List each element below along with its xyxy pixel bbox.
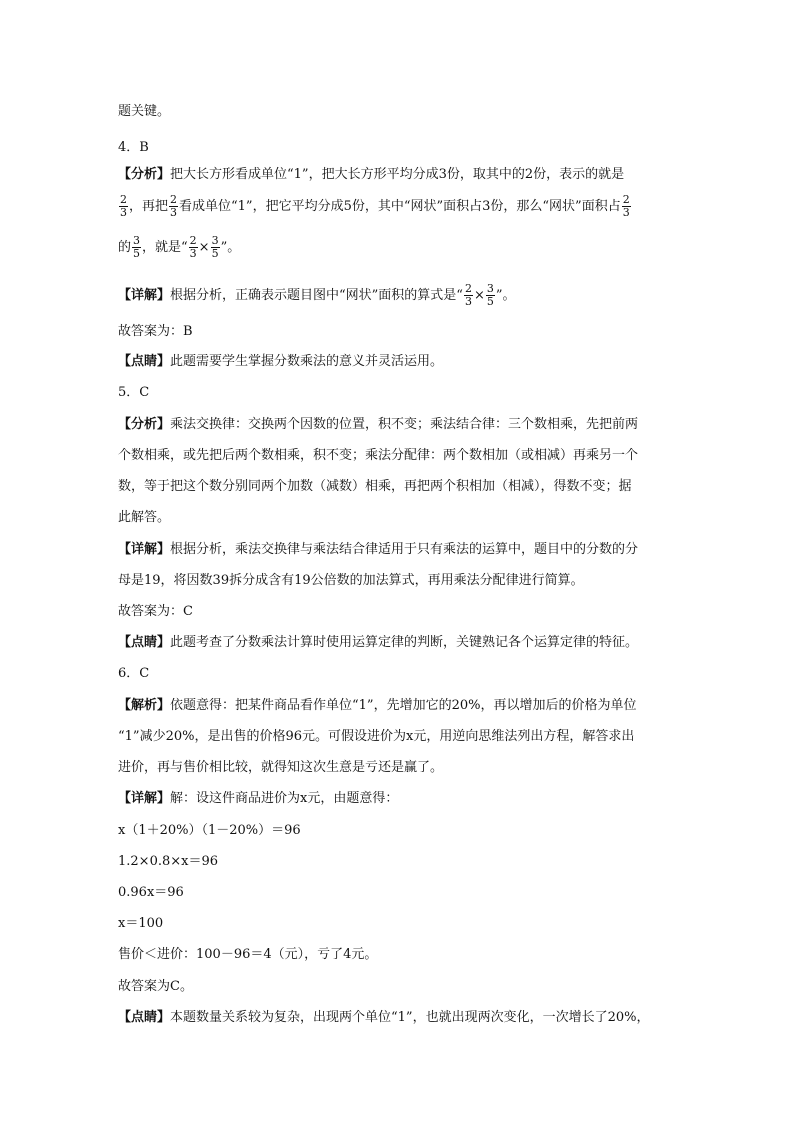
- q4-detail-line: [118, 283, 684, 308]
- fraction-three-fifths: $\frac{3}{5}$: [486, 282, 494, 308]
- q6-explain-line1: [118, 698, 684, 714]
- q6-answer: 6．C: [118, 666, 150, 681]
- q4-answer-line: 故答案为：B: [118, 324, 193, 339]
- q6-explain-text1: 依题意得：把某件商品看作单位“1”，先增加它的20%，再以增加后的价格为单位: [170, 698, 637, 713]
- q6-explain-line2: “1”减少20%，是出售的价格96元。可假设进价为x元，用逆向思维法列出方程，解答求出: [118, 729, 635, 744]
- q4-answer: 4．B: [118, 140, 149, 155]
- q6-detail-text: 解：设这件商品进价为x元，由题意得：: [170, 791, 399, 806]
- explain-tag: 【解析】: [118, 698, 171, 713]
- fraction-two-thirds: $\frac{2}{3}$: [622, 193, 630, 219]
- analysis-tag: 【分析】: [118, 167, 171, 182]
- q5-detail-line1: [118, 542, 684, 558]
- detail-tag: 【详解】: [118, 288, 171, 303]
- q4-comment-line: [118, 354, 684, 370]
- comment-tag: 【点睛】: [118, 635, 171, 650]
- fraction-two-thirds: $\frac{2}{3}$: [464, 282, 472, 308]
- fraction-three-fifths: $\frac{3}{5}$: [211, 234, 219, 260]
- q5-analysis-line2: 个数相乘，或先把后两个数相乘，积不变；乘法分配律：两个数相加（或相减）再乘另一个: [118, 448, 639, 463]
- q4-detail-text: 根据分析，正确表示题目图中“网状”面积的算式是“: [170, 288, 463, 303]
- q4-analysis-line3: [118, 235, 684, 260]
- q4-analysis-text3b: ，就是“: [142, 240, 188, 255]
- q5-analysis-line1: [118, 417, 684, 433]
- q5-detail-line2: 母是19，将因数39拆分成含有19公倍数的加法算式，再用乘法分配律进行简算。: [118, 573, 584, 588]
- q5-comment-text: 此题考查了分数乘法计算时使用运算定律的判断，关键熟记各个运算定律的特征。: [170, 635, 639, 650]
- fraction-three-fifths: $\frac{3}{5}$: [133, 234, 141, 260]
- q6-comment-text: 本题数量关系较为复杂，出现两个单位“1”，也就出现两次变化，一次增长了20%，: [170, 1010, 650, 1025]
- q5-analysis-line3: 数，等于把这个数分别同两个加数（减数）相乘，再把两个积相加（相减），得数不变；据: [118, 479, 632, 494]
- detail-tag: 【详解】: [118, 791, 171, 806]
- q4-analysis-line1: [118, 167, 684, 183]
- q6-result-line: 售价＜进价：100－96＝4（元），亏了4元。: [118, 947, 378, 962]
- q4-comment-text: 此题需要学生掌握分数乘法的意义并灵活运用。: [170, 354, 444, 369]
- q5-comment-line: [118, 635, 684, 651]
- q5-answer: 5．C: [118, 385, 150, 400]
- q4-analysis-text3c: ”。: [220, 240, 241, 255]
- equation-step-3: 0.96x＝96: [118, 885, 184, 900]
- times-sign: ×: [473, 288, 485, 303]
- q6-detail-line: [118, 791, 684, 807]
- prev-answer-continuation: 题关键。: [118, 104, 171, 119]
- q6-answer-line: 故答案为C。: [118, 979, 193, 994]
- q4-analysis-text2b: 看成单位“1”，把它平均分成5份，其中“网状”面积占3份，那么“网状”面积占: [179, 199, 621, 214]
- fraction-two-thirds: $\frac{2}{3}$: [170, 193, 178, 219]
- q4-analysis-text1: 把大长方形看成单位“1”，把大长方形平均分成3份，取其中的2份，表示的就是: [170, 167, 625, 182]
- q4-analysis-text3a: 的: [118, 240, 132, 255]
- q6-explain-line3: 进价，再与售价相比较，就得知这次生意是亏还是赢了。: [118, 760, 444, 775]
- q4-detail-end: ”。: [495, 288, 516, 303]
- q5-analysis-text1: 乘法交换律：交换两个因数的位置，积不变；乘法结合律：三个数相乘，先把前两: [170, 417, 639, 432]
- analysis-tag: 【分析】: [118, 417, 171, 432]
- comment-tag: 【点睛】: [118, 354, 171, 369]
- q6-comment-line: [118, 1010, 684, 1026]
- equation-step-4: x＝100: [118, 916, 164, 931]
- q4-analysis-text2a: ，再把: [129, 199, 169, 214]
- q5-analysis-line4: 此解答。: [118, 510, 171, 525]
- fraction-two-thirds: $\frac{2}{3}$: [189, 234, 197, 260]
- detail-tag: 【详解】: [118, 542, 171, 557]
- fraction-two-thirds: $\frac{2}{3}$: [120, 193, 127, 219]
- q5-detail-text1: 根据分析，乘法交换律与乘法结合律适用于只有乘法的运算中，题目中的分数的分: [170, 542, 639, 557]
- times-sign: ×: [198, 240, 210, 255]
- equation-step-2: 1.2×0.8×x＝96: [118, 854, 219, 869]
- comment-tag: 【点睛】: [118, 1010, 171, 1025]
- q5-answer-line: 故答案为：C: [118, 604, 193, 619]
- q4-analysis-line2: [118, 194, 684, 219]
- equation-step-1: x（1＋20%）（1－20%）＝96: [118, 823, 301, 838]
